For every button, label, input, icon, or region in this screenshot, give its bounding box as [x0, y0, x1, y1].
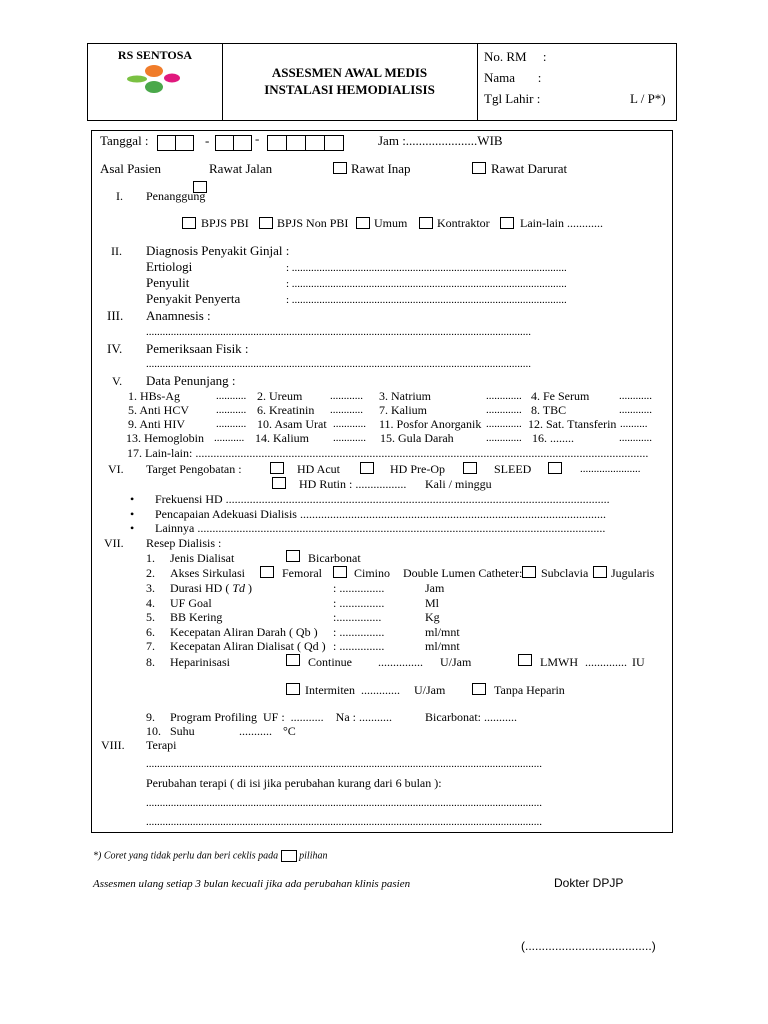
bicarbonat-field[interactable]: Bicarbonat: ...........: [425, 710, 517, 724]
rawat-jalan-label: Rawat Jalan: [209, 161, 273, 176]
sleed-label: SLEED: [494, 462, 532, 476]
pemeriksaan-fisik-field[interactable]: ............................................................................................................................................: [146, 358, 531, 370]
lain-lain-label: Lain-lain ............: [520, 216, 603, 230]
lab-tbc: 8. TBC: [531, 403, 567, 417]
jam-field[interactable]: Jam :......................WIB: [378, 133, 503, 148]
lab-sat-transferin-value[interactable]: ..........: [620, 418, 648, 430]
resep-8-number: 8.: [146, 655, 155, 669]
bullet-icon: •: [130, 521, 135, 535]
durasi-hd-td: Td: [232, 581, 246, 595]
lab-anti-hiv: 9. Anti HIV: [128, 417, 185, 431]
hd-rutin-field[interactable]: HD Rutin : .................: [299, 477, 407, 491]
bpjs-pbi-checkbox[interactable]: [182, 217, 196, 229]
signature-line[interactable]: (......................................): [521, 939, 656, 953]
penyulit-field[interactable]: : ....................................................................................................: [286, 278, 567, 290]
bb-kering-unit: Kg: [425, 610, 440, 624]
resep-7-number: 7.: [146, 639, 155, 653]
dokter-dpjp-label: Dokter DPJP: [554, 876, 624, 890]
lab-kreatinin-value[interactable]: ............: [330, 404, 363, 416]
resep-2-number: 2.: [146, 566, 155, 580]
section-5-number: V.: [112, 374, 123, 388]
frekuensi-hd-field[interactable]: Frekuensi HD ................................................................................................................................: [155, 492, 610, 506]
qd-unit: ml/mnt: [425, 639, 460, 653]
continue-field[interactable]: ...............: [378, 655, 423, 669]
perubahan-terapi-label: Perubahan terapi ( di isi jika perubahan kurang dari 6 bulan ):: [146, 776, 442, 790]
lab-posfor: 11. Posfor Anorganik: [379, 417, 482, 431]
hospital-logo: [126, 64, 184, 94]
patient-id-cell: [477, 44, 677, 120]
resep-1-number: 1.: [146, 551, 155, 565]
lab-16-value[interactable]: ............: [619, 432, 652, 444]
uf-goal-field[interactable]: : ...............: [333, 596, 385, 610]
target-other-checkbox[interactable]: [548, 462, 562, 474]
bpjs-non-pbi-label: BPJS Non PBI: [277, 216, 349, 230]
anamnesis-label: Anamnesis :: [146, 308, 211, 323]
hd-acut-checkbox[interactable]: [270, 462, 284, 474]
date-day-boxes[interactable]: [158, 135, 194, 151]
form-title: [222, 64, 477, 98]
nama-label: Nama :: [484, 70, 542, 85]
bullet-icon: •: [130, 507, 135, 521]
asal-pasien-label: Asal Pasien: [100, 161, 162, 176]
jenis-dialisat-label: Jenis Dialisat: [170, 551, 235, 565]
lab-sat-transferin: 12. Sat. Ttansferin: [528, 417, 617, 431]
section-3-number: III.: [107, 308, 124, 323]
double-lumen-label: Double Lumen Catheter:: [403, 566, 523, 580]
tanpa-heparin-checkbox[interactable]: [472, 683, 486, 695]
lab-kreatinin: 6. Kreatinin: [257, 403, 315, 417]
date-year-boxes[interactable]: [268, 135, 344, 151]
perubahan-terapi-field-1[interactable]: ................................................................................................................................................: [146, 797, 542, 809]
date-dash-1: -: [205, 133, 210, 148]
lab-kalium-1: 7. Kalium: [379, 403, 427, 417]
rawat-darurat-label: Rawat Darurat: [491, 161, 568, 176]
intermiten-unit: U/Jam: [414, 683, 446, 697]
resep-9-number: 9.: [146, 710, 155, 724]
lab-hemoglobin: 13. Hemoglobin: [126, 431, 204, 445]
resep-3-number: 3.: [146, 581, 155, 595]
suhu-field[interactable]: ...........: [239, 724, 272, 738]
continue-checkbox[interactable]: [286, 654, 300, 666]
footer-note-pilihan: pilihan: [299, 850, 328, 862]
bullet-icon: •: [130, 492, 135, 506]
kontraktor-label: Kontraktor: [437, 216, 490, 230]
durasi-hd-close: ): [245, 581, 253, 595]
lab-posfor-value[interactable]: .............: [486, 418, 522, 430]
header-table: [87, 43, 677, 121]
bicarbonat-label: Bicarbonat: [308, 551, 361, 565]
lab-16: 16. ........: [532, 431, 574, 445]
penanggung-label: Penanggung: [146, 189, 206, 203]
form-title-line2: INSTALASI HEMODIALISIS: [264, 82, 435, 97]
kontraktor-checkbox[interactable]: [419, 217, 433, 229]
lainnya-field[interactable]: Lainnya ........................................................................................................................................: [155, 521, 606, 535]
date-month-boxes[interactable]: [216, 135, 252, 151]
resep-6-number: 6.: [146, 625, 155, 639]
durasi-hd-field[interactable]: : ...............: [333, 581, 385, 595]
umum-checkbox[interactable]: [356, 217, 370, 229]
lab-gula-darah-value[interactable]: .............: [486, 432, 522, 444]
data-penunjang-label: Data Penunjang :: [146, 373, 236, 388]
hospital-name: RS SENTOSA: [117, 48, 193, 62]
bpjs-pbi-label: BPJS PBI: [201, 216, 249, 230]
qd-label: Kecepatan Aliran Dialisat ( Qd ): [170, 639, 326, 653]
footer-note-text: *) Coret yang tidak perlu dan beri ceklis pada: [93, 850, 279, 862]
lab-ureum: 2. Ureum: [257, 389, 303, 403]
sleed-checkbox[interactable]: [463, 462, 477, 474]
cimino-checkbox[interactable]: [333, 566, 347, 578]
femoral-checkbox[interactable]: [260, 566, 274, 578]
bpjs-non-pbi-checkbox[interactable]: [259, 217, 273, 229]
hospital-cell: [88, 44, 223, 120]
qb-unit: ml/mnt: [425, 625, 460, 639]
resep-dialisis-label: Resep Dialisis :: [146, 536, 222, 550]
diagnosis-label: Diagnosis Penyakit Ginjal :: [146, 243, 290, 258]
footer-checkbox-sample: [281, 850, 297, 862]
resep-10-number: 10.: [146, 724, 161, 738]
section-6-number: VI.: [108, 462, 124, 476]
terapi-label: Terapi: [146, 738, 177, 752]
tanpa-heparin-label: Tanpa Heparin: [494, 683, 565, 697]
uf-goal-label: UF Goal: [170, 596, 212, 610]
logo-petal-bottom: [145, 81, 163, 93]
rawat-inap-checkbox[interactable]: [333, 162, 347, 174]
lab-anti-hcv-value[interactable]: ...........: [216, 404, 247, 416]
logo-petal-top: [145, 65, 163, 77]
femoral-label: Femoral: [282, 566, 322, 580]
continue-label: Continue: [308, 655, 352, 669]
penyakit-penyerta-label: Penyakit Penyerta: [146, 291, 241, 306]
durasi-hd-text: Durasi HD (: [170, 581, 233, 595]
lmwh-label: LMWH: [540, 655, 578, 669]
lab-kalium-1-value[interactable]: .............: [486, 404, 522, 416]
lab-hemoglobin-value[interactable]: ...........: [214, 432, 245, 444]
rawat-darurat-checkbox[interactable]: [472, 162, 486, 174]
target-pengobatan-label: Target Pengobatan :: [146, 462, 242, 476]
lab-gula-darah: 15. Gula Darah: [380, 431, 454, 445]
lab-anti-hiv-value[interactable]: ...........: [216, 418, 247, 430]
program-profiling-field[interactable]: Program Profiling UF : ........... Na : ...........: [170, 710, 392, 724]
continue-unit: U/Jam: [440, 655, 472, 669]
form-title-line1: ASSESMEN AWAL MEDIS: [271, 65, 428, 80]
section-7-number: VII.: [104, 536, 124, 550]
logo-petal-right: [164, 74, 180, 83]
lain-lain-checkbox[interactable]: [500, 217, 514, 229]
anamnesis-field[interactable]: ............................................................................................................................................: [146, 326, 531, 338]
assesmen-ulang-note: Assesmen ulang setiap 3 bulan kecuali jika ada perubahan klinis pasien: [93, 878, 411, 890]
intermiten-checkbox[interactable]: [286, 683, 300, 695]
ertiologi-label: Ertiologi: [146, 259, 193, 274]
suhu-label: Suhu: [170, 724, 195, 738]
lab-fe-serum-value[interactable]: ............: [619, 390, 652, 402]
target-other-field[interactable]: ......................: [580, 463, 641, 475]
section-4-number: IV.: [107, 341, 123, 356]
suhu-unit: °C: [283, 724, 296, 738]
section-8-number: VIII.: [101, 738, 125, 752]
cimino-label: Cimino: [354, 566, 391, 580]
intermiten-field[interactable]: .............: [361, 683, 400, 697]
section-2-number: II.: [111, 244, 122, 258]
qb-label: Kecepatan Aliran Darah ( Qb ): [170, 625, 318, 639]
bb-kering-label: BB Kering: [170, 610, 223, 624]
lab-anti-hcv: 5. Anti HCV: [128, 403, 190, 417]
hd-preop-label: HD Pre-Op: [390, 462, 445, 476]
hd-acut-label: HD Acut: [297, 462, 340, 476]
umum-label: Umum: [374, 216, 408, 230]
qb-field[interactable]: : ...............: [333, 625, 385, 639]
subclavia-checkbox[interactable]: [522, 566, 536, 578]
lab-hbsag: 1. HBs-Ag: [128, 389, 181, 403]
durasi-hd-unit: Jam: [425, 581, 445, 595]
lab-asam-urat-value[interactable]: ............: [333, 418, 366, 430]
bicarbonat-checkbox[interactable]: [286, 550, 300, 562]
lab-natrium-value[interactable]: .............: [486, 390, 522, 402]
qd-field[interactable]: : ...............: [333, 639, 385, 653]
lab-lain-lain[interactable]: 17. Lain-lain: .......................................................................................................................................................: [127, 446, 649, 460]
adekuasi-dialisis-field[interactable]: Pencapaian Adekuasi Dialisis ......................................................................................................: [155, 507, 606, 521]
logo-petal-left: [127, 76, 147, 83]
uf-goal-unit: Ml: [425, 596, 440, 610]
hd-preop-checkbox[interactable]: [360, 462, 374, 474]
lab-ureum-value[interactable]: ............: [330, 390, 363, 402]
perubahan-terapi-field-2[interactable]: ................................................................................................................................................: [146, 816, 542, 828]
hd-rutin-checkbox[interactable]: [272, 477, 286, 489]
penyulit-label: Penyulit: [146, 275, 190, 290]
kali-minggu-label: Kali / minggu: [425, 477, 492, 491]
gender-label: L / P*): [630, 91, 666, 106]
penyakit-penyerta-field[interactable]: : ....................................................................................................: [286, 294, 567, 306]
section-1-number: I.: [116, 189, 123, 203]
lab-hbsag-value[interactable]: ...........: [216, 390, 247, 402]
terapi-field[interactable]: ................................................................................................................................................: [146, 758, 542, 770]
rawat-inap-label: Rawat Inap: [351, 161, 411, 176]
pemeriksaan-fisik-label: Pemeriksaan Fisik :: [146, 341, 249, 356]
intermiten-label: Intermiten: [305, 683, 355, 697]
jugularis-checkbox[interactable]: [593, 566, 607, 578]
lmwh-checkbox[interactable]: [518, 654, 532, 666]
ertiologi-field[interactable]: : ....................................................................................................: [286, 262, 567, 274]
lab-asam-urat: 10. Asam Urat: [257, 417, 327, 431]
lab-natrium: 3. Natrium: [379, 389, 431, 403]
subclavia-label: Subclavia: [541, 566, 589, 580]
footer-note: [93, 850, 328, 862]
jugularis-label: Jugularis: [611, 566, 655, 580]
lab-kalium-2: 14. Kalium: [255, 431, 309, 445]
lmwh-unit: IU: [632, 655, 645, 669]
durasi-hd-label: [170, 581, 252, 596]
resep-4-number: 4.: [146, 596, 155, 610]
bb-kering-field[interactable]: :...............: [333, 610, 382, 624]
akses-sirkulasi-label: Akses Sirkulasi: [170, 566, 245, 580]
tanggal-label: Tanggal :: [100, 133, 149, 148]
date-dash-2: -: [255, 131, 260, 146]
lab-fe-serum: 4. Fe Serum: [531, 389, 590, 403]
lmwh-field[interactable]: ..............: [585, 655, 627, 669]
lab-tbc-value[interactable]: ............: [619, 404, 652, 416]
resep-5-number: 5.: [146, 610, 155, 624]
no-rm-label: No. RM :: [484, 49, 547, 64]
lab-kalium-2-value[interactable]: ............: [333, 432, 366, 444]
heparinisasi-label: Heparinisasi: [170, 655, 230, 669]
tgl-lahir-label: Tgl Lahir :: [484, 91, 541, 106]
